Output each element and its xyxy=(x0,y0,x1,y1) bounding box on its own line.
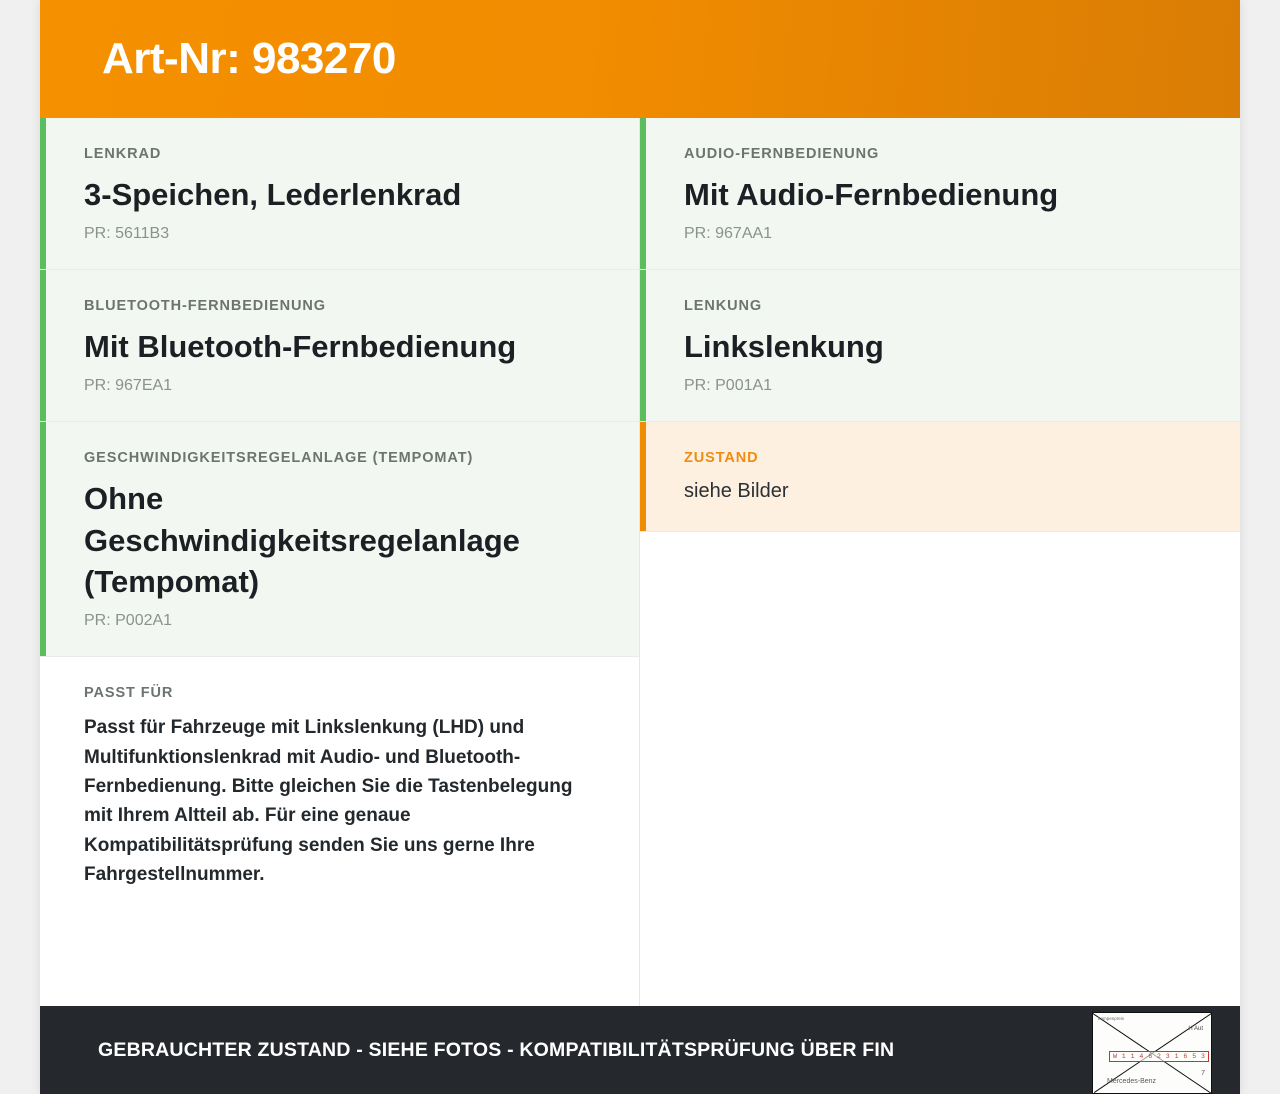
spec-card-lenkung xyxy=(640,270,1240,422)
header-bar xyxy=(40,0,1240,118)
spec-card-lenkrad xyxy=(40,118,639,270)
spec-value: Mit Audio-Fernbedienung xyxy=(684,177,1059,212)
spec-value: siehe Bilder xyxy=(684,480,789,503)
footer-disclaimer: GEBRAUCHTER ZUSTAND - SIEHE FOTOS - KOMPATIBILITÄTSPRÜFUNG ÜBER FIN xyxy=(98,1038,895,1061)
page-title: Art-Nr: 983270 xyxy=(102,34,396,83)
spec-card-audio-fernbedienung xyxy=(640,118,1240,270)
fitment-note-label: PASST FÜR xyxy=(84,685,174,702)
spec-value: 3-Speichen, Lederlenkrad xyxy=(84,177,462,212)
spec-label: AUDIO-FERNBEDIENUNG xyxy=(684,146,880,162)
spec-value: Linkslenkung xyxy=(684,329,884,365)
stamp-part-code: W 1 1 4 6 2 3 1 6 5 3 xyxy=(1109,1051,1209,1062)
spec-pr-code: PR: P001A1 xyxy=(684,377,773,395)
stamp-brand-text: Mercedes-Benz xyxy=(1107,1078,1157,1085)
spec-value: Ohne Geschwindigkeitsregelanlage (Tempomat) xyxy=(84,481,520,599)
spec-value: Mit Bluetooth-Fernbedienung xyxy=(84,329,517,365)
spec-card-tempomat xyxy=(40,422,639,657)
spec-label: GESCHWINDIGKEITSREGELANLAGE (TEMPOMAT) xyxy=(84,450,474,467)
part-label-thumbnail xyxy=(1092,1012,1212,1094)
stamp-top-text: Lampenpreis xyxy=(1098,1016,1125,1021)
spec-label: LENKRAD xyxy=(84,146,162,162)
spec-pr-code: PR: 967EA1 xyxy=(84,377,173,395)
fitment-note-text: Passt für Fahrzeuge mit Linkslenkung (LHD) und Multifunktionslenkrad mit Audio- und Bluetooth-Fernbedienung. Bitte gleichen Sie die Tastenbelegung mit Ihrem Altteil ab. Für eine genaue Kompatibilitätsprüfung senden Sie uns gerne Ihre Fahrgestellnummer. xyxy=(84,717,573,886)
footer-bar xyxy=(40,1006,1240,1094)
left-column-filler xyxy=(40,916,639,1006)
spec-label: ZUSTAND xyxy=(684,450,759,467)
spec-label: LENKUNG xyxy=(684,298,762,315)
fitment-note-card xyxy=(40,657,639,916)
right-column-filler xyxy=(640,532,1240,1006)
spec-columns xyxy=(40,118,1240,1006)
spec-card-zustand xyxy=(640,422,1240,532)
stamp-right-text: H Aut xyxy=(1188,1026,1203,1032)
product-spec-sheet xyxy=(40,0,1240,1094)
spec-pr-code: PR: 967AA1 xyxy=(684,225,773,243)
stamp-number: 7 xyxy=(1201,1070,1205,1077)
right-column xyxy=(640,118,1240,1006)
left-column xyxy=(40,118,640,1006)
spec-label: BLUETOOTH-FERNBEDIENUNG xyxy=(84,298,326,315)
spec-card-bluetooth-fernbedienung xyxy=(40,270,639,422)
spec-pr-code: PR: P002A1 xyxy=(84,612,173,630)
spec-pr-code: PR: 5611B3 xyxy=(84,225,170,243)
